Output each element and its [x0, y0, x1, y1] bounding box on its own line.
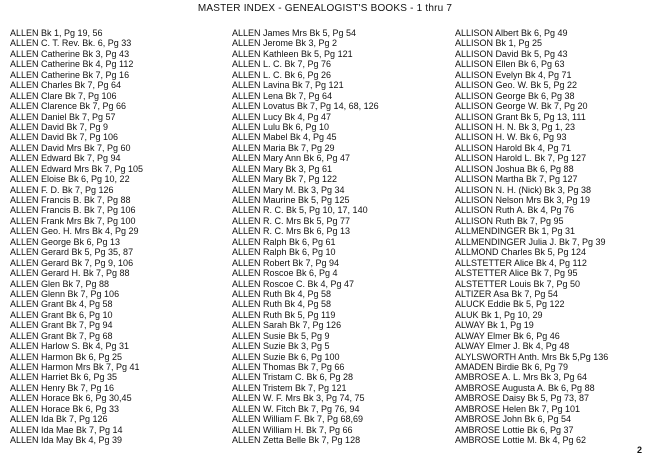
index-entry: AMBROSE Augusta A. Bk 6, Pg 88	[455, 382, 595, 393]
index-entry: ALLEN Ida Mae Bk 7, Pg 14	[10, 424, 123, 435]
index-entry: ALWAY Elmer J. Bk 4, Pg 48	[455, 341, 570, 352]
page-title: MASTER INDEX - GENEALOGIST'S BOOKS - 1 thru 7	[197, 3, 453, 14]
index-entry: ALLEN Suzie Bk 6, Pg 100	[232, 351, 340, 362]
index-entry: ALLISON Martha Bk 7, Pg 127	[455, 174, 578, 185]
index-entry: ALLISON Harold L. Bk 7, Pg 127	[455, 153, 587, 164]
index-entry: ALLMENDINGER Bk 1, Pg 31	[455, 226, 576, 237]
index-entry: ALLEN Roscoe Bk 6, Pg 4	[232, 268, 338, 279]
index-entry: ALLISON Nelson Mrs Bk 3, Pg 19	[455, 195, 591, 205]
index-entry: ALLEN Eloise Bk 6, Pg 10, 22	[10, 174, 130, 185]
index-entry: ALWAY Bk 1, Pg 19	[455, 320, 534, 331]
index-entry: ALLEN Mary M. Bk 3, Pg 34	[232, 184, 345, 195]
index-entry: ALLISON Albert Bk 6, Pg 49	[455, 28, 568, 38]
index-entry: ALLEN Lovatus Bk 7, Pg 14, 68, 126	[232, 101, 379, 112]
index-column-2	[232, 28, 447, 446]
index-entry: ALLISON Grant Bk 5, Pg 13, 111	[455, 111, 586, 122]
index-entry: ALLEN Gerard H. Bk 7, Pg 88	[10, 268, 130, 279]
index-entry: ALLEN Francis B. Bk 7, Pg 106	[10, 205, 136, 216]
index-entry: ALLMENDINGER Julia J. Bk 7, Pg 39	[455, 236, 606, 247]
index-entry: ALLEN Mabel Bk 4, Pg 45	[232, 132, 337, 143]
index-entry: ALLEN Harmon Mrs Bk 7, Pg 41	[10, 362, 140, 372]
index-entry: AMBROSE Lottie Bk 6, Pg 37	[455, 424, 574, 435]
index-entry: ALLEN Ralph Bk 6, Pg 10	[232, 247, 336, 258]
index-entry: ALLEN Grant Bk 7, Pg 94	[10, 320, 113, 331]
index-entry: ALLEN David Mrs Bk 7, Pg 60	[10, 142, 131, 153]
index-entry: AMADEN Birdie Bk 6, Pg 79	[455, 362, 569, 372]
index-entry: ALLISON H. W. Bk 6, Pg 93	[455, 132, 567, 143]
index-entry: ALLEN James Mrs Bk 5, Pg 54	[232, 28, 357, 38]
index-entry: ALLEN Clare Bk 7, Pg 106	[10, 90, 117, 101]
index-entry: ALLEN Mary Bk 3, Pg 61	[232, 163, 333, 174]
index-entry: ALLEN Maria Bk 7, Pg 29	[232, 142, 335, 153]
index-entry: ALLEN Lavina Bk 7, Pg 121	[232, 80, 344, 91]
index-entry: AMBROSE Daisy Bk 5, Pg 73, 87	[455, 393, 590, 404]
index-entry: ALLEN W. Fitch Bk 7, Pg 76, 94	[232, 403, 360, 414]
index-entry: ALLEN Susie Bk 5, Pg 9	[232, 330, 330, 341]
index-entry: ALLEN Mary Bk 7, Pg 122	[232, 174, 338, 185]
index-entry: ALLEN Sarah Bk 7, Pg 126	[232, 320, 342, 331]
index-entry: ALYLSWORTH Anth. Mrs Bk 5,Pg 136	[455, 351, 609, 362]
index-entry: ALLEN R. C. Mrs Bk 6, Pg 13	[232, 226, 351, 237]
index-entry: ALLISON Joshua Bk 6, Pg 88	[455, 163, 574, 174]
index-entry: ALLEN David Bk 7, Pg 9	[10, 121, 109, 132]
index-entry: ALLEN Tristem Bk 7, Pg 121	[232, 382, 347, 393]
index-entry: ALLEN Catherine Bk 3, Pg 43	[10, 48, 130, 59]
index-entry: ALLEN R. C. Mrs Bk 5, Pg 77	[232, 215, 351, 226]
index-entry: ALLEN Harriet Bk 6, Pg 35	[10, 372, 118, 383]
index-entry: ALLEN Gerard Bk 7, Pg 9, 106	[10, 257, 134, 268]
index-entry: ALLISON Ruth A. Bk 4, Pg 76	[455, 205, 575, 216]
index-entry: ALLISON Bk 1, Pg 25	[455, 38, 543, 49]
index-entry: ALLISON George Bk 6, Pg 38	[455, 90, 575, 101]
index-entry: ALLEN Tristam C. Bk 6, Pg 28	[232, 372, 354, 383]
index-entry: ALLISON N. H. (Nick) Bk 3, Pg 38	[455, 184, 592, 195]
index-entry: ALLEN Ruth Bk 5, Pg 119	[232, 309, 336, 320]
index-entry: ALLEN Grant Bk 7, Pg 68	[10, 330, 113, 341]
index-entry: ALLEN Francis B. Bk 7, Pg 88	[10, 195, 131, 205]
index-entry: ALWAY Elmer Bk 6, Pg 46	[455, 330, 560, 341]
index-entry: ALLEN Ruth Bk 4, Pg 58	[232, 288, 332, 299]
index-entry: ALLEN William H. Bk 7, Pg 66	[232, 424, 353, 435]
index-entry: ALLISON Evelyn Bk 4, Pg 71	[455, 69, 572, 80]
index-entry: ALLEN Harlow S. Bk 4, Pg 31	[10, 341, 130, 352]
index-entry: ALLEN L. C. Bk 6, Pg 26	[232, 69, 332, 80]
index-entry: AMBROSE A. L. Mrs Bk 3, Pg 64	[455, 372, 588, 383]
index-entry: ALLEN George Bk 6, Pg 13	[10, 236, 121, 247]
index-entry: ALLEN Bk 1, Pg 19, 56	[10, 28, 103, 38]
index-entry: ALLEN Daniel Bk 7, Pg 57	[10, 111, 116, 122]
index-entry: ALLEN Geo. H. Mrs Bk 4, Pg 29	[10, 226, 139, 237]
index-entry: ALLEN L. C. Bk 7, Pg 76	[232, 59, 332, 70]
index-entry: ALUCK Eddie Bk 5, Pg 122	[455, 299, 565, 310]
index-entry: ALSTETTER Louis Bk 7, Pg 50	[455, 278, 581, 289]
index-entry: ALLEN Horace Bk 6, Pg 30,45	[10, 393, 132, 404]
index-entry: ALLEN C. T. Rev. Bk. 6, Pg 33	[10, 38, 132, 49]
index-entry: ALLEN Charles Bk 7, Pg 64	[10, 80, 122, 91]
index-entry: ALLISON George W. Bk 7, Pg 20	[455, 101, 588, 112]
index-entry: AMBROSE Lottie M. Bk 4, Pg 62	[455, 435, 587, 446]
index-entry: ALLEN Grant Bk 4, Pg 58	[10, 299, 113, 310]
index-entry: ALLISON Geo. W. Bk 5, Pg 22	[455, 80, 578, 91]
index-entry: ALLEN Lena Bk 7, Pg 64	[232, 90, 333, 101]
index-entry: ALLEN Glenn Bk 7, Pg 106	[10, 288, 120, 299]
index-entry: ALLISON H. N. Bk 3, Pg 1, 23	[455, 121, 576, 132]
index-column-1	[10, 28, 225, 446]
index-entry: ALLEN Ruth Bk 4, Pg 58	[232, 299, 332, 310]
index-entry: ALLEN Roscoe C. Bk 4, Pg 47	[232, 278, 355, 289]
index-entry: ALUK Bk 1, Pg 10, 29	[455, 309, 543, 320]
index-entry: ALLISON Ellen Bk 6, Pg 63	[455, 59, 565, 70]
index-entry: ALLEN William F. Bk 7, Pg 68,69	[232, 414, 364, 425]
index-entry: ALLEN Ida Bk 7, Pg 126	[10, 414, 108, 425]
index-entry: ALLEN Thomas Bk 7, Pg 66	[232, 362, 345, 372]
index-entry: ALLEN Maurine Bk 5, Pg 125	[232, 195, 350, 205]
page-number: 2	[636, 445, 642, 455]
index-entry: ALLEN Jerome Bk 3, Pg 2	[232, 38, 338, 49]
index-entry: ALLEN R. C. Bk 5, Pg 10, 17, 140	[232, 205, 368, 216]
index-entry: ALLEN Robert Bk 7, Pg 94	[232, 257, 340, 268]
index-entry: AMBROSE John Bk 6, Pg 54	[455, 414, 572, 425]
index-entry: ALLEN Kathleen Bk 5, Pg 121	[232, 48, 353, 59]
index-entry: ALLEN Horace Bk 6, Pg 33	[10, 403, 120, 414]
index-entry: ALLISON David Bk 5, Pg 43	[455, 48, 568, 59]
index-entry: ALLEN David Bk 7, Pg 106	[10, 132, 119, 143]
index-entry: ALLEN Catherine Bk 4, Pg 112	[10, 59, 134, 70]
index-column-3	[455, 28, 645, 446]
index-entry: ALLEN Clarence Bk 7, Pg 66	[10, 101, 127, 112]
index-entry: ALLEN Mary Ann Bk 6, Pg 47	[232, 153, 351, 164]
index-entry: ALLMOND Charles Bk 5, Pg 124	[455, 247, 587, 258]
index-entry: ALLISON Harold Bk 4, Pg 71	[455, 142, 572, 153]
index-entry: ALLEN W. F. Mrs Bk 3, Pg 74, 75	[232, 393, 365, 404]
index-entry: ALLEN Glen Bk 7, Pg 88	[10, 278, 110, 289]
index-entry: ALLSTETTER Alice Bk 4, Pg 112	[455, 257, 587, 268]
index-entry: ALSTETTER Alice Bk 7, Pg 95	[455, 268, 578, 279]
index-entry: ALLEN Ida May Bk 4, Pg 39	[10, 435, 123, 446]
index-entry: ALLEN Lucy Bk 4, Pg 47	[232, 111, 332, 122]
index-entry: ALLEN Gerard Bk 5, Pg 35, 87	[10, 247, 134, 258]
index-entry: ALLISON Ruth Bk 7, Pg 95	[455, 215, 564, 226]
index-entry: ALLEN F. D. Bk 7, Pg 126	[10, 184, 114, 195]
index-entry: AMBROSE Helen Bk 7, Pg 101	[455, 403, 581, 414]
index-entry: ALLEN Edward Mrs Bk 7, Pg 105	[10, 163, 144, 174]
index-entry: ALTIZER Asa Bk 7, Pg 54	[455, 288, 558, 299]
index-entry: ALLEN Frank Mrs Bk 7, Pg 100	[10, 215, 136, 226]
index-entry: ALLEN Zetta Belle Bk 7, Pg 128	[232, 435, 361, 446]
index-entry: ALLEN Grant Bk 6, Pg 10	[10, 309, 113, 320]
index-entry: ALLEN Ralph Bk 6, Pg 61	[232, 236, 336, 247]
index-entry: ALLEN Henry Bk 7, Pg 16	[10, 382, 115, 393]
index-entry: ALLEN Catherine Bk 7, Pg 16	[10, 69, 130, 80]
index-entry: ALLEN Suzie Bk 3, Pg 5	[232, 341, 330, 352]
index-entry: ALLEN Lulu Bk 6, Pg 10	[232, 121, 330, 132]
index-entry: ALLEN Harmon Bk 6, Pg 25	[10, 351, 123, 362]
index-entry: ALLEN Edward Bk 7, Pg 94	[10, 153, 121, 164]
